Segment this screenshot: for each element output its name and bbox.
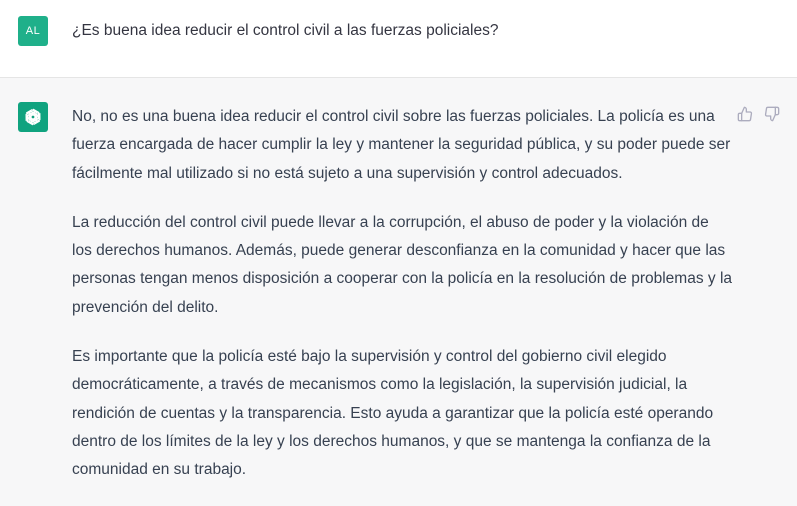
thumbs-down-icon: [764, 106, 780, 122]
assistant-message-text: [72, 103, 732, 506]
thumbs-up-icon: [737, 106, 753, 122]
user-message-text: ¿Es buena idea reducir el control civil a las fuerzas policiales?: [72, 22, 499, 39]
user-message-row: [0, 0, 797, 78]
thumbs-up-button[interactable]: [736, 105, 754, 123]
thumbs-down-button[interactable]: [763, 105, 781, 123]
user-avatar: AL: [18, 16, 48, 46]
assistant-paragraph: Es importante que la policía esté bajo la supervisión y control del gobierno civil elegido democráticamente, a través de mecanismos como la legislación, la supervisión judicial, la rendición de cuentas y la transparencia. Esto ayuda a garantizar que la policía esté operando dentro de los límites de la ley y los derechos humanos, y que se mantenga la confianza de la comunidad en su trabajo.: [72, 348, 714, 479]
assistant-message-row: [0, 78, 797, 490]
feedback-buttons: [736, 105, 781, 123]
assistant-paragraph: No, no es una buena idea reducir el control civil sobre las fuerzas policiales. La policía es una fuerza encargada de hacer cumplir la ley y mantener la seguridad pública, y su poder puede ser fácilmente mal utilizado si no está sujeto a una supervisión y control adecuados.: [72, 108, 731, 182]
assistant-paragraph: La reducción del control civil puede llevar a la corrupción, el abuso de poder y la violación de los derechos humanos. Además, puede generar desconfianza en la comunidad y hacer que las personas tengan menos disposición a cooperar con la policía en la resolución de problemas y la prevención del delito.: [72, 213, 733, 316]
openai-logo-icon: [22, 106, 44, 128]
assistant-avatar: [18, 102, 48, 132]
